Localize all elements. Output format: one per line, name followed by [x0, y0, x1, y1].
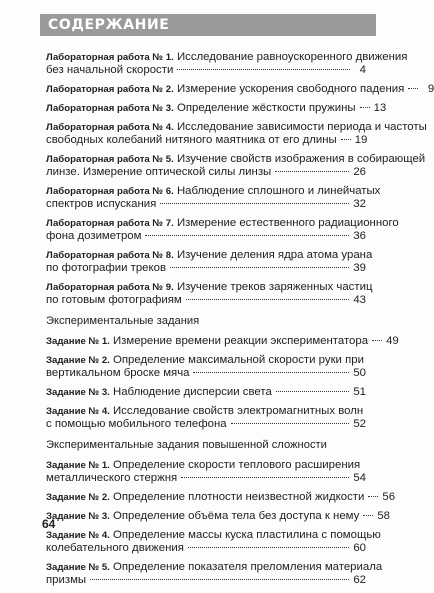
- dot-leader: [181, 476, 349, 478]
- toc-entry-title: призмы: [46, 574, 87, 586]
- page-number: 64: [42, 517, 56, 531]
- toc-entry-title: Определение объёма тела без доступа к нему: [113, 510, 360, 522]
- toc-entry-page: 49: [386, 335, 399, 347]
- toc-entry-title: свободных колебаний нитяного маятника от его длины: [46, 134, 337, 146]
- dot-leader: [177, 68, 350, 70]
- dot-leader: [145, 234, 349, 236]
- section-heading-advanced: Экспериментальные задания повышенной сложности: [46, 439, 327, 451]
- toc-entry-page: 9: [427, 83, 434, 95]
- toc-entry-page: 13: [373, 102, 387, 114]
- toc-entry-title: Определение массы куска пластилина с помощью: [113, 529, 381, 541]
- toc-entry-page: 52: [353, 418, 366, 430]
- toc-entry-label: Лабораторная работа № 2.: [46, 84, 174, 95]
- toc-entry-title: Измерение ускорения свободного падения: [176, 83, 405, 95]
- toc-entry-title: колебательного движения: [46, 542, 184, 554]
- toc-entry-title: по фотографии треков: [46, 262, 167, 274]
- toc-entry-label: Задание № 3.: [46, 511, 110, 522]
- toc-entry-label: Задание № 1.: [46, 460, 110, 471]
- toc-entry[interactable]: [46, 185, 381, 211]
- toc-entry[interactable]: [46, 217, 399, 243]
- dot-leader: [276, 390, 350, 392]
- toc-entry[interactable]: [46, 354, 366, 380]
- dot-leader: [368, 495, 378, 497]
- section-heading-experimental: Экспериментальные задания: [46, 315, 200, 327]
- dot-leader: [360, 106, 370, 108]
- toc-entry-page: 56: [382, 491, 396, 503]
- toc-entry[interactable]: [46, 51, 408, 77]
- toc-entry-page: 51: [353, 386, 366, 398]
- toc-entry-label: Задание № 2.: [46, 492, 110, 503]
- toc-entry-title: спектров испускания: [46, 198, 157, 210]
- toc-entry-page: 50: [353, 367, 366, 379]
- dot-leader: [188, 546, 349, 548]
- toc-entry-label: Лабораторная работа № 6.: [46, 186, 174, 197]
- toc-entry-title: Изучение свойств изображения в собирающей: [176, 153, 426, 165]
- dot-leader: [170, 266, 349, 268]
- dot-leader: [186, 298, 350, 300]
- toc-entry-title: Исследование равноускоренного движения: [176, 51, 408, 63]
- toc-entry-label: Задание № 1.: [46, 336, 110, 347]
- toc-entry-page: 43: [353, 294, 366, 306]
- toc-entry-title: Наблюдение сплошного и линейчатых: [176, 185, 381, 197]
- toc-entry-label: Задание № 5.: [46, 562, 110, 573]
- page-title: СОДЕРЖАНИЕ: [48, 17, 170, 33]
- toc-entry-title: фона дозиметром: [46, 230, 142, 242]
- dot-leader: [231, 422, 350, 424]
- toc-entry[interactable]: [46, 335, 399, 348]
- dot-leader: [193, 371, 349, 373]
- dot-leader: [372, 339, 382, 341]
- toc-entry-title: Определение плотности неизвестной жидкости: [113, 491, 365, 503]
- toc-entry-page: 54: [353, 472, 366, 484]
- toc-entry-title: Определение максимальной скорости руки при: [113, 354, 364, 366]
- toc-entry-title: Измерение естественного радиационного: [176, 217, 399, 229]
- toc-entry[interactable]: [46, 121, 427, 147]
- toc-entry-page: 26: [353, 166, 366, 178]
- toc-entry-title: Исследование свойств электромагнитных волн: [113, 405, 364, 417]
- toc-entry[interactable]: [46, 281, 373, 307]
- toc-entry[interactable]: [46, 102, 387, 115]
- toc-entry-title: линзе. Измерение оптической силы линзы: [46, 166, 272, 178]
- toc-entry-title: металлического стержня: [46, 472, 178, 484]
- toc-entry-page: 60: [353, 542, 366, 554]
- toc-entry[interactable]: [46, 529, 381, 555]
- toc-entry-page: 39: [353, 262, 366, 274]
- toc-entry[interactable]: [46, 405, 366, 431]
- dot-leader: [275, 170, 349, 172]
- toc-entry-label: Задание № 3.: [46, 387, 110, 398]
- lab-works-list: [46, 51, 434, 307]
- toc-entry-title: Исследование зависимости периода и частоты: [176, 121, 427, 133]
- toc-entry-label: Лабораторная работа № 9.: [46, 282, 174, 293]
- dot-leader: [160, 202, 349, 204]
- toc-entry-page: 4: [359, 64, 366, 76]
- dot-leader: [363, 514, 373, 516]
- toc-entry-title: без начальной скорости: [46, 64, 174, 76]
- toc-entry[interactable]: [46, 386, 366, 399]
- table-of-contents: [46, 51, 434, 593]
- experimental-tasks-list: [46, 335, 399, 431]
- toc-entry[interactable]: [46, 249, 373, 275]
- toc-entry-title: Определение жёсткости пружины: [176, 102, 356, 114]
- dot-leader: [341, 138, 351, 140]
- toc-entry-label: Лабораторная работа № 7.: [46, 218, 174, 229]
- toc-entry-title: вертикальном броске мяча: [46, 367, 190, 379]
- toc-entry-page: 58: [377, 510, 390, 522]
- toc-entry-page: 62: [353, 574, 366, 586]
- toc-entry-label: Задание № 2.: [46, 355, 110, 366]
- toc-entry-title: Определение показателя преломления материала: [113, 561, 383, 573]
- toc-entry[interactable]: [46, 561, 383, 587]
- toc-entry-page: 36: [353, 230, 366, 242]
- toc-entry-title: Измерение времени реакции экспериментатора: [113, 335, 369, 347]
- toc-entry-label: Лабораторная работа № 3.: [46, 103, 174, 114]
- toc-entry[interactable]: [46, 510, 390, 523]
- dot-leader: [90, 578, 349, 580]
- toc-entry-page: 19: [354, 134, 368, 146]
- toc-entry-label: Лабораторная работа № 8.: [46, 250, 174, 261]
- toc-entry-label: Лабораторная работа № 5.: [46, 154, 174, 165]
- dot-leader: [408, 87, 418, 89]
- advanced-tasks-list: [46, 459, 396, 587]
- toc-entry-title: Определение скорости теплового расширения: [113, 459, 361, 471]
- toc-entry-label: Задание № 4.: [46, 406, 110, 417]
- toc-entry-title: Изучение деления ядра атома урана: [176, 249, 373, 261]
- toc-entry-label: Лабораторная работа № 4.: [46, 122, 174, 133]
- toc-entry[interactable]: [46, 491, 396, 504]
- toc-entry-title: Наблюдение дисперсии света: [113, 386, 272, 398]
- toc-entry-title: Изучение треков заряженных частиц: [176, 281, 373, 293]
- toc-entry[interactable]: [46, 83, 434, 96]
- toc-entry-page: 32: [353, 198, 366, 210]
- toc-entry-title: по готовым фотографиям: [46, 294, 182, 306]
- toc-entry[interactable]: [46, 153, 426, 179]
- toc-entry[interactable]: [46, 459, 366, 485]
- toc-entry-label: Задание № 4.: [46, 530, 110, 541]
- toc-entry-label: Лабораторная работа № 1.: [46, 52, 174, 63]
- toc-entry-title: с помощью мобильного телефона: [46, 418, 227, 430]
